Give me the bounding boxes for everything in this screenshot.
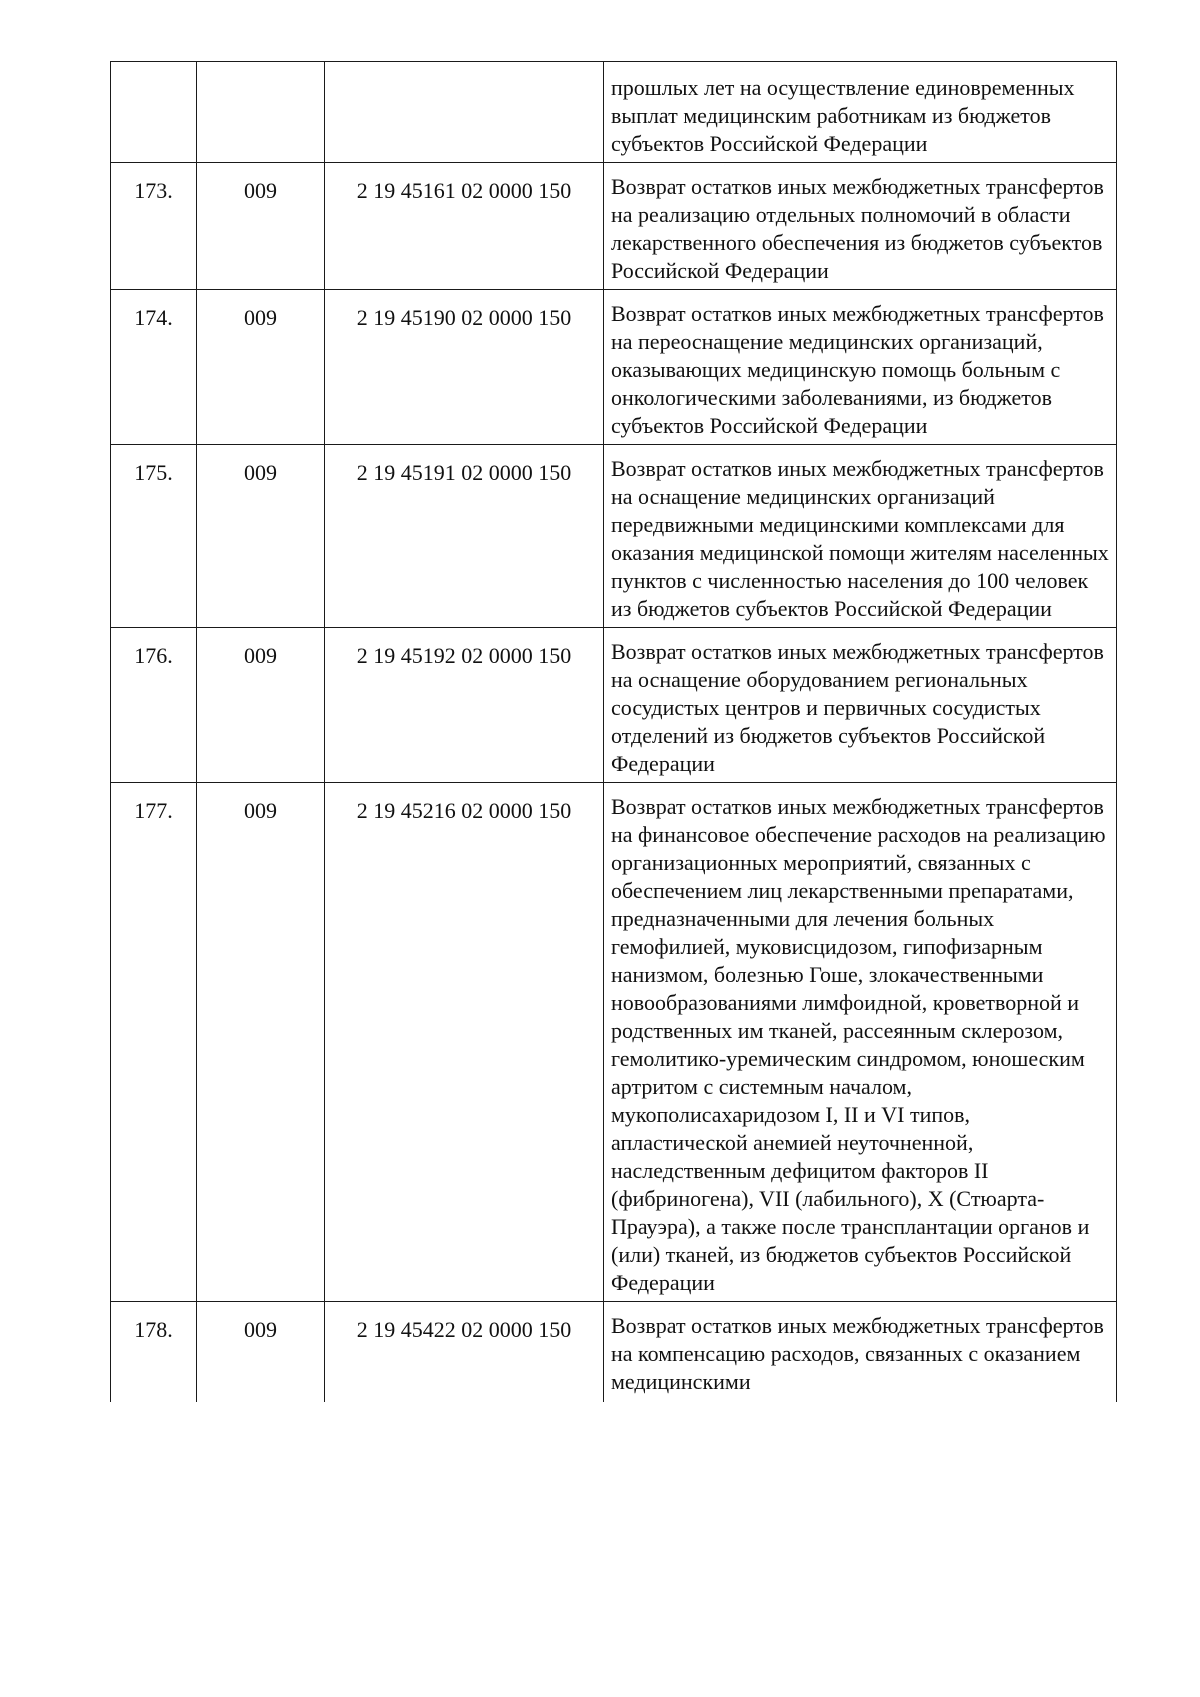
table-row: [111, 628, 1117, 783]
budget-classification-code: 2 19 45192 02 0000 150: [325, 628, 604, 783]
admin-code: 009: [197, 290, 325, 445]
budget-classification-code: 2 19 45191 02 0000 150: [325, 445, 604, 628]
row-number: [111, 62, 197, 163]
admin-code: 009: [197, 628, 325, 783]
table-row: [111, 163, 1117, 290]
budget-classification-code: 2 19 45161 02 0000 150: [325, 163, 604, 290]
row-number: 173.: [111, 163, 197, 290]
table-row: [111, 62, 1117, 163]
budget-classification-code: 2 19 45190 02 0000 150: [325, 290, 604, 445]
row-number: 176.: [111, 628, 197, 783]
budget-classification-code: [325, 62, 604, 163]
row-description: Возврат остатков иных межбюджетных трансфертов на переоснащение медицинских организаций, оказывающих медицинскую помощь больным с онкологическими заболеваниями, из бюджетов субъектов Российской Федерации: [604, 290, 1117, 445]
row-description: Возврат остатков иных межбюджетных трансфертов на оснащение оборудованием региональных сосудистых центров и первичных сосудистых отделений из бюджетов субъектов Российской Федерации: [604, 628, 1117, 783]
admin-code: 009: [197, 783, 325, 1302]
row-number: 178.: [111, 1302, 197, 1403]
admin-code: [197, 62, 325, 163]
budget-codes-table: [110, 61, 1117, 1402]
row-number: 177.: [111, 783, 197, 1302]
table-row: [111, 290, 1117, 445]
row-description: Возврат остатков иных межбюджетных трансфертов на компенсацию расходов, связанных с оказанием медицинскими: [604, 1302, 1117, 1403]
row-description: Возврат остатков иных межбюджетных трансфертов на финансовое обеспечение расходов на реализацию организационных мероприятий, связанных с обеспечением лиц лекарственными препаратами, предназначенными для лечения больных гемофилией, муковисцидозом, гипофизарным нанизмом, болезнью Гоше, злокачественными новообразованиями лимфоидной, кроветворной и родственных им тканей, рассеянным склерозом, гемолитико-уремическим синдромом, юношеским артритом с системным началом, мукополисахаридозом I, II и VI типов, апластической анемией неуточненной, наследственным дефицитом факторов II (фибриногена), VII (лабильного), X (Стюарта-Прауэра), а также после трансплантации органов и (или) тканей, из бюджетов субъектов Российской Федерации: [604, 783, 1117, 1302]
admin-code: 009: [197, 163, 325, 290]
row-description: Возврат остатков иных межбюджетных трансфертов на оснащение медицинских организаций передвижными медицинскими комплексами для оказания медицинской помощи жителям населенных пунктов с численностью населения до 100 человек из бюджетов субъектов Российской Федерации: [604, 445, 1117, 628]
row-description: прошлых лет на осуществление единовременных выплат медицинским работникам из бюджетов субъектов Российской Федерации: [604, 62, 1117, 163]
row-number: 175.: [111, 445, 197, 628]
table-row: [111, 783, 1117, 1302]
table-row: [111, 1302, 1117, 1403]
budget-classification-code: 2 19 45216 02 0000 150: [325, 783, 604, 1302]
admin-code: 009: [197, 1302, 325, 1403]
admin-code: 009: [197, 445, 325, 628]
table-row: [111, 445, 1117, 628]
row-description: Возврат остатков иных межбюджетных трансфертов на реализацию отдельных полномочий в области лекарственного обеспечения из бюджетов субъектов Российской Федерации: [604, 163, 1117, 290]
row-number: 174.: [111, 290, 197, 445]
budget-classification-code: 2 19 45422 02 0000 150: [325, 1302, 604, 1403]
